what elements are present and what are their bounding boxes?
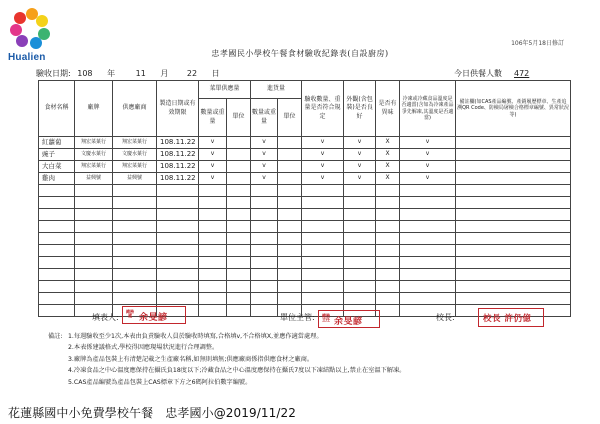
cell-odor: X xyxy=(376,137,400,149)
table-cell-empty xyxy=(302,281,344,293)
cell-spec-check: v xyxy=(302,161,344,173)
daily-count-value: 472 xyxy=(514,69,530,78)
cell-ingredient: 雞肉 xyxy=(39,173,75,185)
cell-remarks xyxy=(456,149,571,161)
cell-spec-check: v xyxy=(302,137,344,149)
table-cell-empty xyxy=(302,209,344,221)
table-cell-empty xyxy=(199,305,227,317)
table-cell-empty xyxy=(344,221,376,233)
table-cell-empty xyxy=(302,269,344,281)
table-cell-empty xyxy=(113,185,157,197)
cell-contracted-qty: v xyxy=(199,173,227,185)
table-row xyxy=(39,173,571,185)
table-cell-empty xyxy=(157,209,199,221)
table-cell-empty xyxy=(376,185,400,197)
table-cell-empty xyxy=(227,305,251,317)
cell-incoming-qty: v xyxy=(251,149,278,161)
header-contracted-qty-amount: 數量或重量 xyxy=(199,99,227,137)
inspection-year-unit: 年 xyxy=(107,69,116,78)
cell-temperature: v xyxy=(400,161,456,173)
header-incoming-qty-amount: 數量或重量 xyxy=(251,99,278,137)
table-cell-empty xyxy=(157,233,199,245)
cell-odor: X xyxy=(376,173,400,185)
table-cell-empty xyxy=(199,257,227,269)
table-cell-empty xyxy=(39,221,75,233)
cell-ingredient: 豌子 xyxy=(39,149,75,161)
table-cell-empty xyxy=(75,185,113,197)
table-row-empty xyxy=(39,269,571,281)
table-cell-empty xyxy=(344,185,376,197)
table-cell-empty xyxy=(278,185,302,197)
cell-supplier: 益興號 xyxy=(113,173,157,185)
cell-ingredient: 大白菜 xyxy=(39,161,75,173)
table-cell-empty xyxy=(39,197,75,209)
table-cell-empty xyxy=(199,197,227,209)
principal-label: 校長: xyxy=(436,313,455,322)
principal-stamp xyxy=(478,308,544,327)
table-row xyxy=(39,137,571,149)
table-cell-empty xyxy=(302,221,344,233)
cell-incoming-qty: v xyxy=(251,161,278,173)
table-cell-empty xyxy=(199,233,227,245)
table-cell-empty xyxy=(400,257,456,269)
table-cell-empty xyxy=(113,257,157,269)
table-cell-empty xyxy=(344,197,376,209)
table-cell-empty xyxy=(251,233,278,245)
table-cell-empty xyxy=(227,245,251,257)
table-cell-empty xyxy=(157,197,199,209)
table-cell-empty xyxy=(278,293,302,305)
table-cell-empty xyxy=(278,269,302,281)
table-cell-empty xyxy=(376,197,400,209)
cell-incoming-unit xyxy=(278,149,302,161)
table-cell-empty xyxy=(157,221,199,233)
cell-supplier: 文慶水菓行 xyxy=(113,149,157,161)
table-cell-empty xyxy=(251,221,278,233)
table-cell-empty xyxy=(199,245,227,257)
table-row-empty xyxy=(39,233,571,245)
inspection-table xyxy=(38,80,571,317)
table-cell-empty xyxy=(75,293,113,305)
table-cell-empty xyxy=(75,209,113,221)
header-remarks: 備註欄(如CAS產品編號、產銷履歷標章、生產追溯QR Code、防檢局屠檢合格標章編號、異常狀況等) xyxy=(456,81,571,137)
cell-odor: X xyxy=(376,149,400,161)
cell-appearance: v xyxy=(344,173,376,185)
table-cell-empty xyxy=(75,257,113,269)
note-item: 2.本表係建議格式,學校得因應現場狀況進行合理調整。 xyxy=(68,344,219,352)
cell-incoming-qty: v xyxy=(251,173,278,185)
inspection-day-unit: 日 xyxy=(211,69,220,78)
cell-temperature: v xyxy=(400,173,456,185)
cell-brand: 文慶水菓行 xyxy=(75,149,113,161)
table-cell-empty xyxy=(227,197,251,209)
table-cell-empty xyxy=(278,257,302,269)
table-cell-empty xyxy=(39,269,75,281)
table-cell-empty xyxy=(39,293,75,305)
table-cell-empty xyxy=(199,293,227,305)
table-cell-empty xyxy=(344,293,376,305)
cell-spec-check: v xyxy=(302,149,344,161)
table-cell-empty xyxy=(400,293,456,305)
header-brand: 廠牌 xyxy=(75,81,113,137)
header-appearance: 外觀(含包裝)是否良好 xyxy=(344,81,376,137)
table-cell-empty xyxy=(39,185,75,197)
notes-label: 備註: xyxy=(48,333,63,340)
table-cell-empty xyxy=(376,293,400,305)
table-cell-empty xyxy=(113,269,157,281)
note-item: 1.每週驗收至少1次,本表由負責驗收人員於驗收時填寫,合格填v,不合格填X,並應作適當處理。 xyxy=(68,333,323,340)
table-cell-empty xyxy=(39,209,75,221)
table-cell-empty xyxy=(400,221,456,233)
table-cell-empty xyxy=(376,221,400,233)
table-cell-empty xyxy=(278,209,302,221)
table-cell-empty xyxy=(302,245,344,257)
filler-stamp-title: 總務處 xyxy=(126,309,134,319)
cell-contracted-unit xyxy=(227,173,251,185)
table-row xyxy=(39,149,571,161)
supervisor-stamp xyxy=(318,310,380,328)
table-cell-empty xyxy=(227,209,251,221)
supervisor-label: 單位主管: xyxy=(280,313,315,322)
table-cell-empty xyxy=(302,293,344,305)
cell-supplier: 翔宏菜菓行 xyxy=(113,161,157,173)
cell-supplier: 翔宏菜菓行 xyxy=(113,137,157,149)
table-cell-empty xyxy=(251,185,278,197)
header-contracted-qty-unit: 單位 xyxy=(227,99,251,137)
cell-production-date: 108.11.22 xyxy=(157,137,199,149)
cell-brand: 益興號 xyxy=(75,173,113,185)
table-cell-empty xyxy=(227,221,251,233)
cell-remarks xyxy=(456,161,571,173)
table-cell-empty xyxy=(302,185,344,197)
table-cell-empty xyxy=(157,185,199,197)
inspection-day: 22 xyxy=(186,69,198,78)
table-cell-empty xyxy=(251,305,278,317)
daily-meal-count xyxy=(454,68,529,79)
table-cell-empty xyxy=(39,233,75,245)
filler-label: 填表人: xyxy=(92,313,119,322)
cell-odor: X xyxy=(376,161,400,173)
table-cell-empty xyxy=(376,281,400,293)
table-cell-empty xyxy=(376,257,400,269)
table-cell-empty xyxy=(251,197,278,209)
table-cell-empty xyxy=(456,221,571,233)
cell-contracted-qty: v xyxy=(199,161,227,173)
table-cell-empty xyxy=(456,209,571,221)
table-cell-empty xyxy=(344,257,376,269)
table-cell-empty xyxy=(344,233,376,245)
table-cell-empty xyxy=(344,281,376,293)
principal-stamp-name: 校長 許仍億 xyxy=(483,314,532,324)
table-cell-empty xyxy=(75,269,113,281)
table-row-empty xyxy=(39,257,571,269)
table-row-empty xyxy=(39,221,571,233)
table-cell-empty xyxy=(302,233,344,245)
table-cell-empty xyxy=(113,233,157,245)
header-supplier: 供應廠商 xyxy=(113,81,157,137)
table-cell-empty xyxy=(278,233,302,245)
cell-spec-check: v xyxy=(302,173,344,185)
table-cell-empty xyxy=(113,209,157,221)
table-cell-empty xyxy=(278,245,302,257)
table-cell-empty xyxy=(400,269,456,281)
cell-incoming-unit xyxy=(278,161,302,173)
header-ingredient: 食材名稱 xyxy=(39,81,75,137)
cell-incoming-qty: v xyxy=(251,137,278,149)
table-cell-empty xyxy=(251,281,278,293)
note-item: 4.冷凍食品之中心溫度應保持在攝氏負18度以下;冷藏食品之中心溫度應保持在攝氏7度以下凍結點以上,禁止在室溫下解凍。 xyxy=(68,367,406,375)
note-item: 5.CAS產品編號為產品包裝上CAS標章下方之6碼阿拉伯數字編號。 xyxy=(68,378,252,386)
supervisor-stamp-title: 總務主任 xyxy=(322,313,330,323)
header-contracted-qty: 菜單供應量 xyxy=(199,81,251,99)
table-cell-empty xyxy=(456,257,571,269)
cell-contracted-qty: v xyxy=(199,137,227,149)
table-cell-empty xyxy=(251,269,278,281)
table-cell-empty xyxy=(344,245,376,257)
table-cell-empty xyxy=(251,245,278,257)
cell-incoming-unit xyxy=(278,173,302,185)
table-row-empty xyxy=(39,185,571,197)
table-row-empty xyxy=(39,245,571,257)
table-row-empty xyxy=(39,293,571,305)
table-cell-empty xyxy=(39,281,75,293)
table-cell-empty xyxy=(227,293,251,305)
table-cell-empty xyxy=(376,209,400,221)
header-incoming-qty: 進貨量 xyxy=(251,81,302,99)
table-cell-empty xyxy=(75,245,113,257)
table-cell-empty xyxy=(344,209,376,221)
cell-contracted-qty: v xyxy=(199,149,227,161)
table-row-empty xyxy=(39,197,571,209)
table-row xyxy=(39,161,571,173)
table-cell-empty xyxy=(39,257,75,269)
table-cell-empty xyxy=(400,209,456,221)
table-cell-empty xyxy=(75,233,113,245)
cell-contracted-unit xyxy=(227,161,251,173)
table-cell-empty xyxy=(227,185,251,197)
table-cell-empty xyxy=(227,269,251,281)
table-cell-empty xyxy=(278,197,302,209)
footer-caption: 花蓮縣國中小免費學校午餐 忠孝國小@2019/11/22 xyxy=(8,406,296,420)
note-item: 3.廠牌為產品包裝上有清楚記載之生產廠名稱,如無則填無;供應廠商係指供應食材之廠商。 xyxy=(68,355,314,363)
filler-stamp-name: 余旻諺 xyxy=(139,313,168,323)
table-cell-empty xyxy=(344,269,376,281)
table-cell-empty xyxy=(376,245,400,257)
table-cell-empty xyxy=(400,245,456,257)
header-spec-check: 驗收數量、重量是否符合規定 xyxy=(302,81,344,137)
table-cell-empty xyxy=(251,293,278,305)
cell-appearance: v xyxy=(344,149,376,161)
cell-incoming-unit xyxy=(278,137,302,149)
table-row-empty xyxy=(39,209,571,221)
header-production-date: 製造日期或有效期限 xyxy=(157,81,199,137)
logo-text: Hualien xyxy=(8,52,46,63)
notes-section xyxy=(48,331,405,388)
table-cell-empty xyxy=(302,197,344,209)
table-cell-empty xyxy=(113,245,157,257)
table-cell-empty xyxy=(199,269,227,281)
header-temperature: 冷凍或冷藏食品溫度是否適當(含如為冷凍產品爭先解凍,其溫度是否適當) xyxy=(400,81,456,137)
table-cell-empty xyxy=(456,197,571,209)
table-cell-empty xyxy=(199,209,227,221)
cell-production-date: 108.11.22 xyxy=(157,173,199,185)
table-cell-empty xyxy=(251,257,278,269)
table-cell-empty xyxy=(39,305,75,317)
table-cell-empty xyxy=(39,245,75,257)
table-cell-empty xyxy=(376,233,400,245)
table-cell-empty xyxy=(251,209,278,221)
table-cell-empty xyxy=(157,281,199,293)
inspection-year: 108 xyxy=(77,69,93,78)
daily-count-label: 今日供餐人數 xyxy=(454,69,502,78)
cell-production-date: 108.11.22 xyxy=(157,149,199,161)
table-cell-empty xyxy=(75,281,113,293)
table-cell-empty xyxy=(113,221,157,233)
table-cell-empty xyxy=(199,281,227,293)
cell-temperature: v xyxy=(400,137,456,149)
table-cell-empty xyxy=(227,281,251,293)
table-cell-empty xyxy=(278,221,302,233)
table-cell-empty xyxy=(456,281,571,293)
table-cell-empty xyxy=(227,233,251,245)
table-cell-empty xyxy=(400,197,456,209)
table-cell-empty xyxy=(113,197,157,209)
table-row-empty xyxy=(39,281,571,293)
table-cell-empty xyxy=(75,221,113,233)
table-cell-empty xyxy=(199,221,227,233)
cell-contracted-unit xyxy=(227,137,251,149)
notes-list xyxy=(68,331,405,388)
table-cell-empty xyxy=(113,293,157,305)
table-cell-empty xyxy=(75,197,113,209)
table-cell-empty xyxy=(278,281,302,293)
table-cell-empty xyxy=(157,245,199,257)
cell-brand: 翔宏菜菓行 xyxy=(75,137,113,149)
table-cell-empty xyxy=(302,257,344,269)
cell-appearance: v xyxy=(344,161,376,173)
table-cell-empty xyxy=(456,185,571,197)
cell-production-date: 108.11.22 xyxy=(157,161,199,173)
cell-temperature: v xyxy=(400,149,456,161)
table-cell-empty xyxy=(456,233,571,245)
revised-date: 106年5月18日修訂 xyxy=(511,40,564,47)
table-cell-empty xyxy=(400,233,456,245)
table-cell-empty xyxy=(376,269,400,281)
inspection-month-unit: 月 xyxy=(160,69,169,78)
cell-brand: 翔宏菜菓行 xyxy=(75,161,113,173)
inspection-date-label: 驗收日期: xyxy=(36,69,71,78)
cell-appearance: v xyxy=(344,137,376,149)
table-cell-empty xyxy=(456,269,571,281)
page-title: 忠孝國民小學校午餐食材驗收紀錄表(自設廚房) xyxy=(211,49,389,58)
table-cell-empty xyxy=(456,245,571,257)
table-cell-empty xyxy=(157,293,199,305)
inspection-month: 11 xyxy=(135,69,146,78)
cell-remarks xyxy=(456,173,571,185)
table-cell-empty xyxy=(400,185,456,197)
table-cell-empty xyxy=(227,257,251,269)
header-incoming-qty-unit: 單位 xyxy=(278,99,302,137)
header-odor: 是否有異味 xyxy=(376,81,400,137)
table-cell-empty xyxy=(157,257,199,269)
cell-contracted-unit xyxy=(227,149,251,161)
supervisor-stamp-name: 余旻諺 xyxy=(334,317,363,327)
table-cell-empty xyxy=(400,281,456,293)
table-cell-empty xyxy=(456,293,571,305)
table-cell-empty xyxy=(199,185,227,197)
filler-stamp xyxy=(122,306,186,324)
table-cell-empty xyxy=(157,269,199,281)
inspection-date xyxy=(36,68,220,79)
cell-remarks xyxy=(456,137,571,149)
table-cell-empty xyxy=(113,281,157,293)
cell-ingredient: 紅蘿蔔 xyxy=(39,137,75,149)
